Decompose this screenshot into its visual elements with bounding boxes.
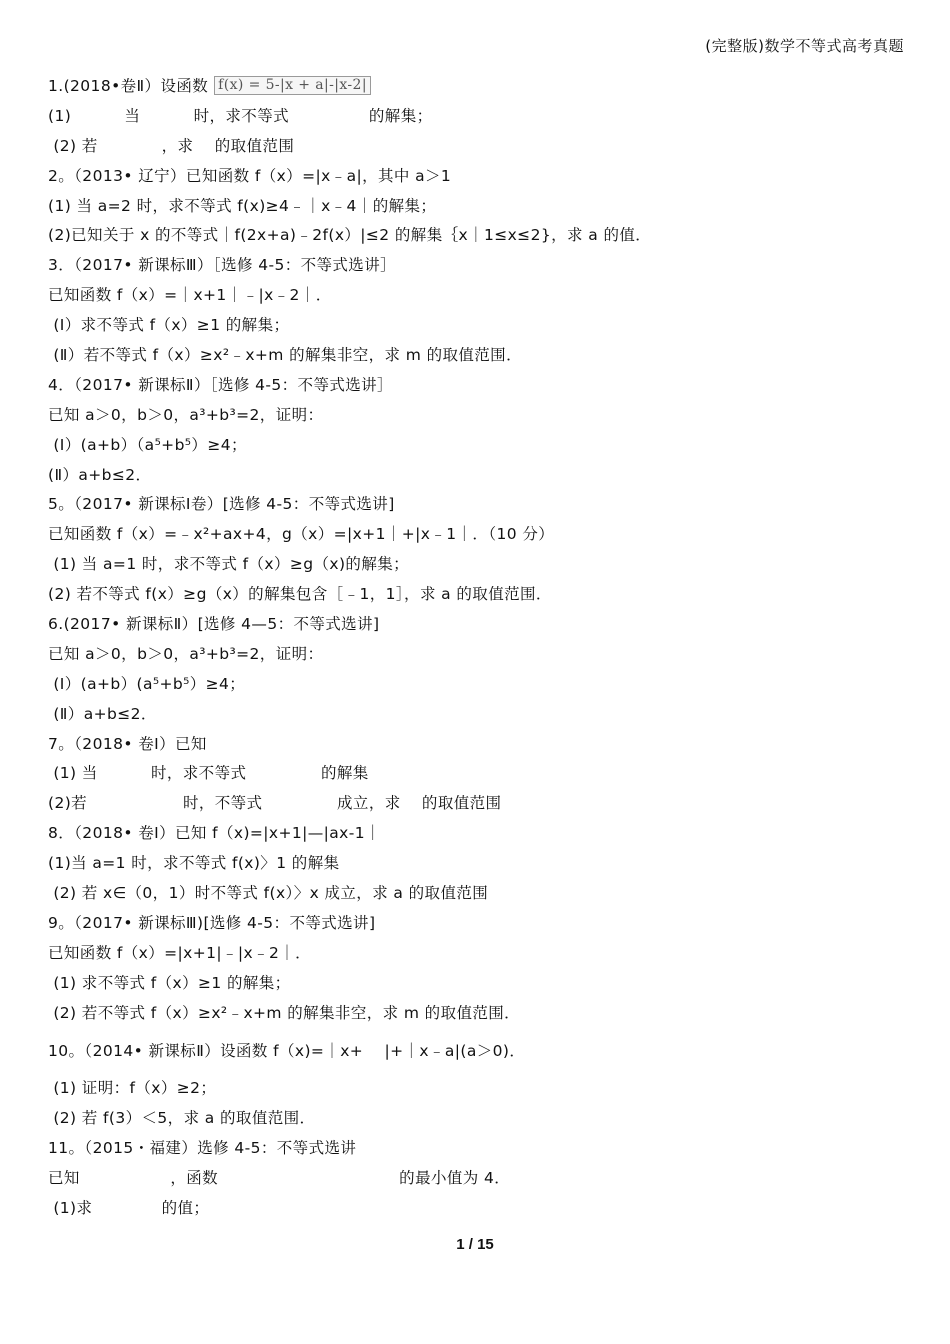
problem-6-statement: 已知 a＞0，b＞0，a³+b³=2，证明： [48, 644, 324, 663]
problem-8-title: 8．（2018• 卷Ⅰ）已知 f（x)=|x+1|—|ax-1｜ [48, 824, 381, 843]
problem-11-title: 11。（2015・福建）选修 4-5：不等式选讲 [48, 1139, 357, 1158]
problem-4-part-1: (Ⅰ）(a+b）（a⁵+b⁵）≥4； [48, 435, 247, 454]
problem-1-part-2: (2) 若 ，求 的取值范围 [48, 136, 295, 155]
problem-5-title: 5。（2017• 新课标Ⅰ卷）[选修 4-5：不等式选讲] [48, 495, 395, 514]
problem-8-part-1: (1)当 a=1 时，求不等式 f(x)〉1 的解集 [48, 854, 340, 873]
problem-7-title: 7。（2018• 卷Ⅰ）已知 [48, 734, 207, 753]
problem-2-part-1: (1) 当 a=2 时，求不等式 f(x)≥4﹣｜x﹣4｜的解集； [48, 196, 437, 215]
formula-image: f(x) = 5-|x + a|-|x-2| [214, 76, 371, 95]
problem-11-part-1: (1)求 的值； [48, 1198, 210, 1217]
problem-8-part-2: (2) 若 x∈（0，1）时不等式 f(x）〉x 成立，求 a 的取值范围 [48, 884, 489, 903]
problem-5-part-2: (2) 若不等式 f(x）≥g（x）的解集包含［﹣1，1］，求 a 的取值范围． [48, 585, 552, 604]
problem-10-part-1: (1) 证明：f（x）≥2； [48, 1079, 217, 1098]
problem-4-title: 4．（2017• 新课标Ⅱ）［选修 4-5：不等式选讲］ [48, 375, 393, 394]
problem-2-part-2: (2)已知关于 x 的不等式｜f(2x+a)﹣2f(x）|≤2 的解集｛x｜1≤x≤2}，求 a 的值． [48, 226, 652, 245]
problem-4-part-2: (Ⅱ）a+b≤2． [48, 465, 152, 484]
problem-3-part-2: (Ⅱ）若不等式 f（x）≥x²﹣x+m 的解集非空，求 m 的取值范围． [48, 346, 522, 365]
problem-2-title: 2。（2013• 辽宁）已知函数 f（x）=|x﹣a|，其中 a＞1 [48, 166, 452, 185]
problem-6-title: 6.(2017• 新课标Ⅱ）[选修 4—5：不等式选讲] [48, 615, 380, 634]
problem-9-part-1: (1) 求不等式 f（x）≥1 的解集； [48, 973, 291, 992]
problem-4-statement: 已知 a＞0，b＞0，a³+b³=2，证明： [48, 405, 324, 424]
problem-9-title: 9。（2017• 新课标Ⅲ)[选修 4-5：不等式选讲] [48, 913, 376, 932]
problem-3-title: 3．（2017• 新课标Ⅲ）［选修 4-5：不等式选讲］ [48, 256, 397, 275]
problem-1-part-1: (1) 当 时，求不等式 的解集； [48, 106, 433, 125]
problem-3-part-1: (Ⅰ）求不等式 f（x）≥1 的解集； [48, 316, 290, 335]
problem-5-statement: 已知函数 f（x）=﹣x²+ax+4，g（x）=|x+1｜+|x﹣1｜．（10 分） [48, 525, 555, 544]
problem-10-part-2: (2) 若 f(3）＜5，求 a 的取值范围． [48, 1109, 316, 1128]
page-number: 1 / 15 [456, 1236, 494, 1253]
problem-9-part-2: (2) 若不等式 f（x）≥x²﹣x+m 的解集非空，求 m 的取值范围． [48, 1003, 521, 1022]
problem-6-part-1: (Ⅰ）(a+b）(a⁵+b⁵）≥4； [48, 674, 246, 693]
problem-9-statement: 已知函数 f（x）=|x+1|﹣|x﹣2｜． [48, 943, 312, 962]
problem-list [48, 72, 908, 1224]
problem-7-part-1: (1) 当 时，求不等式 的解集 [48, 764, 369, 783]
problem-1-title: 1.(2018•卷Ⅱ）设函数 f(x) = 5-|x + a|-|x-2| [48, 72, 908, 102]
problem-10-title: 10。（2014• 新课标Ⅱ）设函数 f（x)=｜x+ |+｜x﹣a|(a＞0)． [48, 1041, 526, 1060]
problem-11-statement: 已知 ，函数 的最小值为 4． [48, 1169, 511, 1188]
problem-5-part-1: (1) 当 a=1 时，求不等式 f（x）≥g（x)的解集； [48, 555, 410, 574]
problem-3-statement: 已知函数 f（x）=｜x+1｜﹣|x﹣2｜． [48, 286, 332, 305]
problem-7-part-2: (2)若 时，不等式 成立，求 的取值范围 [48, 794, 502, 813]
problem-6-part-2: (Ⅱ）a+b≤2． [48, 704, 157, 723]
document-header-title: (完整版)数学不等式高考真题 [705, 37, 904, 55]
